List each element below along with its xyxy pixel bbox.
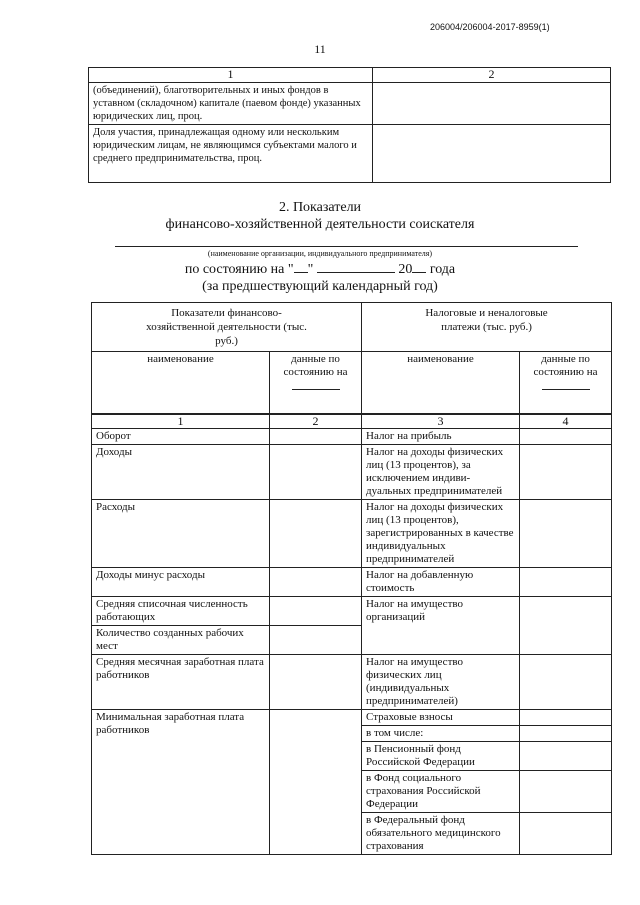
period-label: (за предшествующий календарный год) <box>202 279 438 294</box>
right-item-individual-property-tax: Налог на имущество физических лиц (индивидуальных предпринимателей) <box>362 654 520 709</box>
table1-row-1-label: (объединений), благотворительных и иных фондов в уставном (складочном) капитале (паевом фонде) указанных юридических лиц, проц. <box>89 83 373 125</box>
right-item-vat: Налог на добавленную стоимость <box>362 567 520 596</box>
date-blank-left[interactable] <box>292 379 340 390</box>
right-value-vat[interactable] <box>520 567 612 596</box>
left-item-income: Доходы <box>92 444 270 499</box>
right-value-org-property-tax[interactable] <box>520 596 612 654</box>
table1-header-1: 1 <box>89 68 373 83</box>
as-of-prefix: по состоянию на " <box>184 262 294 277</box>
left-value-income-minus-expenses[interactable] <box>270 567 362 596</box>
left-value-avg-salary[interactable] <box>270 654 362 709</box>
left-item-income-minus-expenses: Доходы минус расходы <box>92 567 270 596</box>
right-value-pit-excl-ip[interactable] <box>520 444 612 499</box>
left-value-turnover[interactable] <box>270 428 362 444</box>
left-item-expenses: Расходы <box>92 499 270 567</box>
col-number-4: 4 <box>520 414 612 429</box>
group-header-left: Показатели финансово-хозяйственной деятельности (тыс. руб.) <box>92 303 362 352</box>
col-number-2: 2 <box>270 414 362 429</box>
day-blank[interactable] <box>294 260 308 273</box>
col-header-data-left: данные по состоянию на <box>270 352 362 414</box>
financial-table <box>91 302 612 855</box>
left-item-jobs-created: Количество созданных рабочих мест <box>92 625 270 654</box>
right-item-pension-fund: в Пенсионный фонд Российской Федерации <box>362 741 520 770</box>
col-number-1: 1 <box>92 414 270 429</box>
right-value-pit-ip[interactable] <box>520 499 612 567</box>
right-value-individual-property-tax[interactable] <box>520 654 612 709</box>
col-header-name-left: наименование <box>92 352 270 414</box>
right-value-pension-fund[interactable] <box>520 741 612 770</box>
ownership-table <box>88 67 611 183</box>
left-value-income[interactable] <box>270 444 362 499</box>
left-value-expenses[interactable] <box>270 499 362 567</box>
left-value-jobs-created[interactable] <box>270 625 362 654</box>
date-blank-right[interactable] <box>542 379 590 390</box>
page-number: 11 <box>314 42 326 56</box>
table1-row-2-value[interactable] <box>373 125 611 183</box>
organization-caption: (наименование организации, индивидуального предпринимателя) <box>207 249 433 258</box>
col-number-3: 3 <box>362 414 520 429</box>
col-header-name-right: наименование <box>362 352 520 414</box>
right-item-insurance: Страховые взносы <box>362 709 520 725</box>
left-item-avg-salary: Средняя месячная заработная плата работников <box>92 654 270 709</box>
table1-row-1-value[interactable] <box>373 83 611 125</box>
right-item-including: в том числе: <box>362 725 520 741</box>
year-blank[interactable] <box>412 260 426 273</box>
as-of-year: 20 <box>398 262 413 277</box>
left-item-headcount: Средняя списочная численность работающих <box>92 596 270 625</box>
right-value-profit-tax[interactable] <box>520 428 612 444</box>
right-value-medical-insurance-fund[interactable] <box>520 812 612 854</box>
right-item-medical-insurance-fund: в Федеральный фонд обязательного медицинского страхования <box>362 812 520 854</box>
as-of-date-line <box>0 260 640 278</box>
right-item-profit-tax: Налог на прибыль <box>362 428 520 444</box>
right-item-pit-excl-ip: Налог на доходы физических лиц (13 процентов), за исключением индиви-дуальных предпринимателей <box>362 444 520 499</box>
right-value-social-insurance-fund[interactable] <box>520 770 612 812</box>
document-id: 206004/206004-2017-8959(1) <box>430 22 550 32</box>
left-item-turnover: Оборот <box>92 428 270 444</box>
right-value-insurance[interactable] <box>520 709 612 725</box>
as-of-suffix: года <box>429 262 456 277</box>
right-item-org-property-tax: Налог на имущество организаций <box>362 596 520 654</box>
table1-header-2: 2 <box>373 68 611 83</box>
table1-row-2-label: Доля участия, принадлежащая одному или нескольким юридическим лицам, не являющимся субъектами малого и среднего предпринимательства, проц. <box>89 125 373 183</box>
right-item-social-insurance-fund: в Фонд социального страхования Российской Федерации <box>362 770 520 812</box>
month-blank[interactable] <box>317 260 395 273</box>
organization-name-line[interactable] <box>115 246 578 247</box>
as-of-mid: " <box>307 262 314 277</box>
left-value-min-salary[interactable] <box>270 709 362 854</box>
group-header-right: Налоговые и неналоговые платежи (тыс. руб.) <box>362 303 612 352</box>
right-value-including[interactable] <box>520 725 612 741</box>
left-value-headcount[interactable] <box>270 596 362 625</box>
right-item-pit-ip: Налог на доходы физических лиц (13 процентов), зарегистрированных в качестве индивидуальных предпринимателей <box>362 499 520 567</box>
section-subtitle: финансово-хозяйственной деятельности соискателя <box>165 217 475 232</box>
left-item-min-salary: Минимальная заработная плата работников <box>92 709 270 854</box>
col-header-data-right: данные по состоянию на <box>520 352 612 414</box>
section-title: 2. Показатели <box>278 200 362 215</box>
